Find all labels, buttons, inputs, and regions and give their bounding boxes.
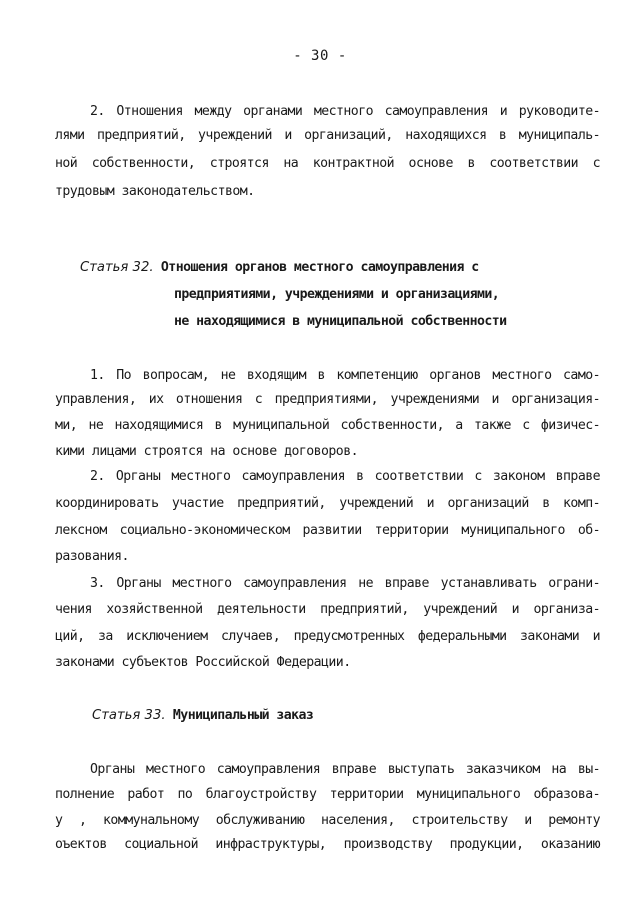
paragraph-line: 2. Органы местного самоуправления в соответствии с законом вправе (90, 469, 600, 484)
paragraph-line: оъектов социальной инфраструктуры, производству продукции, оказанию (55, 837, 600, 852)
paragraph-line: лями предприятий, учреждений и организаций, находящихся в муниципаль- (55, 128, 600, 143)
article-32-title-line: Отношения органов местного самоуправления с (160, 260, 479, 275)
paragraph-line: ной собственности, строятся на контрактной основе в соответствии с (55, 156, 600, 171)
article-33-heading (92, 707, 313, 725)
article-32-title-line: не находящимися в муниципальной собственности (174, 314, 507, 329)
paragraph-line: трудовым законодательством. (55, 184, 255, 199)
article-33-title: Муниципальный заказ (172, 708, 314, 723)
paragraph-line: законами субъектов Российской Федерации. (55, 655, 351, 670)
paragraph-line: ций, за исключением случаев, предусмотренных федеральными законами и (55, 629, 600, 644)
article-32-number: Статья 32. (80, 260, 154, 275)
paragraph-line: 2. Отношения между органами местного самоуправления и руководите- (90, 104, 600, 119)
paragraph-line: чения хозяйственной деятельности предприятий, учреждений и организа- (55, 602, 600, 617)
paragraph-line: управления, их отношения с предприятиями, учреждениями и организация- (55, 392, 600, 407)
paragraph-line: у , коммунальному обслуживанию населения, строительству и ремонту (55, 813, 600, 828)
paragraph-line: 3. Органы местного самоуправления не вправе устанавливать ограни- (90, 576, 600, 591)
paragraph-line: 1. По вопросам, не входящим в компетенцию органов местного само- (90, 368, 600, 383)
article-32-heading (80, 259, 479, 277)
paragraph-line: кими лицами строятся на основе договоров. (55, 444, 358, 459)
article-33-number: Статья 33. (92, 708, 166, 723)
paragraph-line: лексном социально-экономическом развитии территории муниципального об- (55, 523, 600, 538)
paragraph-line: полнение работ по благоустройству территории муниципального образова- (55, 787, 600, 802)
page-number: - 30 - (293, 48, 347, 64)
article-32-title-line: предприятиями, учреждениями и организациями, (174, 287, 500, 302)
paragraph-line: разования. (55, 549, 129, 564)
paragraph-line: Органы местного самоуправления вправе выступать заказчиком на вы- (90, 762, 600, 777)
paragraph-line: ми, не находящимися в муниципальной собственности, а также с физичес- (55, 418, 600, 433)
paragraph-line: координировать участие предприятий, учреждений и организаций в комп- (55, 496, 600, 511)
